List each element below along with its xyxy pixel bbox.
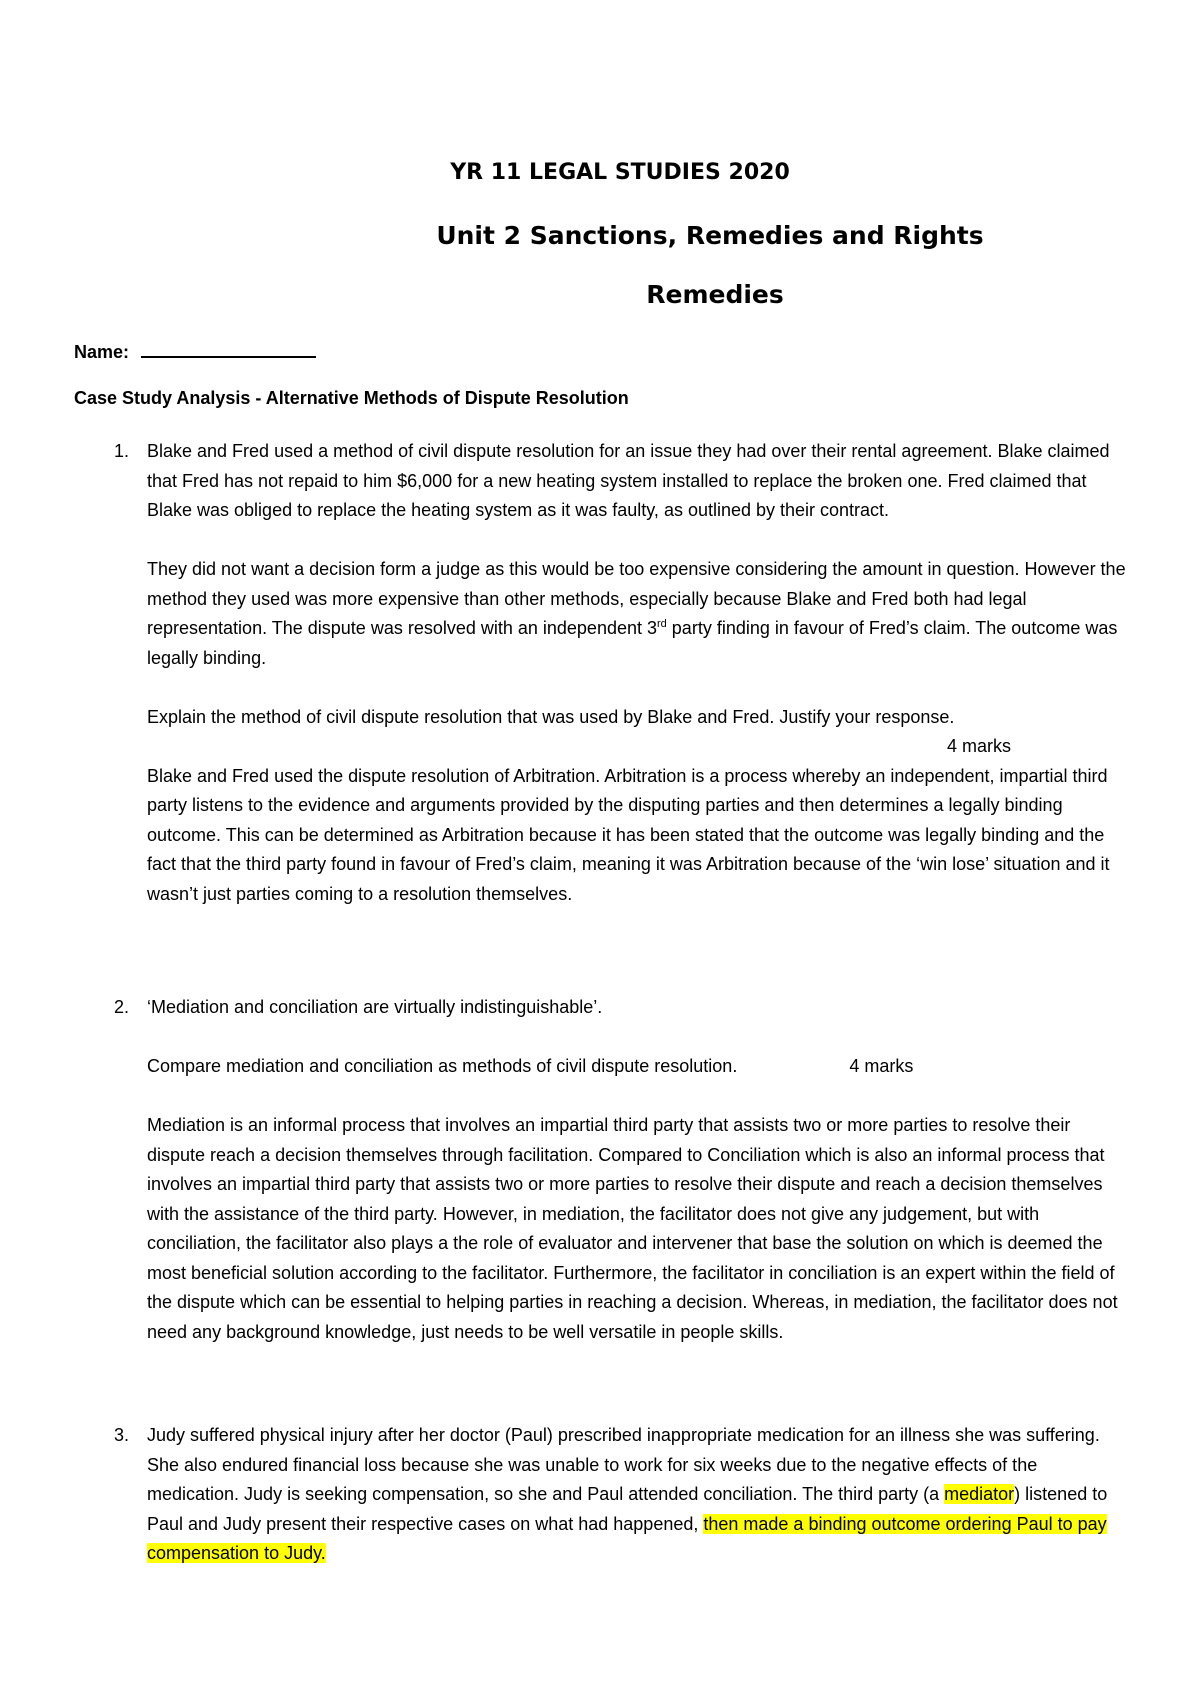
highlighted-text: mediator	[944, 1484, 1015, 1504]
question-scenario	[147, 1421, 1132, 1569]
student-answer: Mediation is an informal process that involves an impartial third party that assists two or more parties to resolve their dispute reach a decision themselves through facilitation. Compared to Conciliation which is also an informal process that involves an impartial third party that assists two or more parties to resolve their dispute and reach a decision themselves with the assistance of the third party. However, in mediation, the facilitator does not give any judgement, but with conciliation, the facilitator also plays a the role of evaluator and intervener that base the solution on which is deemed the most beneficial solution according to the facilitator. Furthermore, the facilitator in conciliation is an expert within the field of the dispute which can be essential to helping parties in reaching a decision. Whereas, in mediation, the facilitator does not need any background knowledge, just needs to be well versatile in people skills.	[147, 1115, 1118, 1342]
student-answer: Blake and Fred used the dispute resolution of Arbitration. Arbitration is a process whereby an independent, impartial third party listens to the evidence and arguments provided by the disputing parties and then determines a legally binding outcome. This can be determined as Arbitration because it has been stated that the outcome was legally binding and the fact that the third party found in favour of Fred’s claim, meaning it was Arbitration because of the ‘win lose’ situation and it wasn’t just parties coming to a resolution themselves.	[147, 765, 1110, 904]
question-number: 3.	[114, 1425, 130, 1445]
case-study-heading: Case Study Analysis - Alternative Methods of Dispute Resolution	[74, 388, 629, 408]
document-title: YR 11 LEGAL STUDIES 2020	[450, 160, 790, 185]
question-2	[74, 993, 1134, 1347]
scenario-text: party finding in favour of Fred’s claim. The outcome was legally binding.	[147, 618, 1118, 668]
question-task: Compare mediation and conciliation as methods of civil dispute resolution.	[147, 1056, 738, 1076]
question-marks: 4 marks	[849, 1056, 914, 1076]
name-label: Name:	[74, 342, 130, 362]
scenario-text: Judy suffered physical injury after her doctor (Paul) prescribed inappropriate medication for an illness she was suffering. She also endured financial loss because she was unable to work for six weeks due to the negative effects of the medication. Judy is seeking compensation, so she and Paul attended conciliation. The third party (a	[147, 1425, 1100, 1504]
unit-heading: Unit 2 Sanctions, Remedies and Rights	[436, 221, 984, 250]
question-marks: 4 marks	[947, 736, 1012, 756]
ordinal-suffix: rd	[657, 618, 667, 630]
name-row	[74, 338, 1134, 368]
question-task: Explain the method of civil dispute resolution that was used by Blake and Fred. Justify your response.	[147, 706, 955, 727]
name-blank-line	[141, 338, 316, 358]
question-3	[74, 1421, 1134, 1569]
question-task-row	[147, 1052, 1132, 1082]
highlighted-text: then made a binding outcome ordering Paul to pay compensation to Judy.	[147, 1513, 1107, 1563]
question-1	[74, 437, 1134, 909]
scenario-text: ) listened to Paul and Judy present their respective cases on what had happened,	[147, 1484, 1108, 1534]
question-scenario: Blake and Fred used a method of civil dispute resolution for an issue they had over their rental agreement. Blake claimed that Fred has not repaid to him $6,000 for a new heating system installed to replace the broken one. Fred claimed that Blake was obliged to replace the heating system as it was faulty, as outlined by their contract.	[147, 441, 1110, 520]
scenario-text: They did not want a decision form a judge as this would be too expensive considering the amount in question. However the method they used was more expensive than other methods, especially because Blake and Fred both had legal representation. The dispute was resolved with an independent 3	[147, 559, 1126, 638]
question-number: 2.	[114, 997, 130, 1017]
question-number: 1.	[114, 441, 130, 461]
question-scenario-continued	[147, 555, 1132, 673]
topic-heading: Remedies	[646, 280, 784, 309]
question-quote: ‘Mediation and conciliation are virtually indistinguishable’.	[147, 997, 603, 1017]
